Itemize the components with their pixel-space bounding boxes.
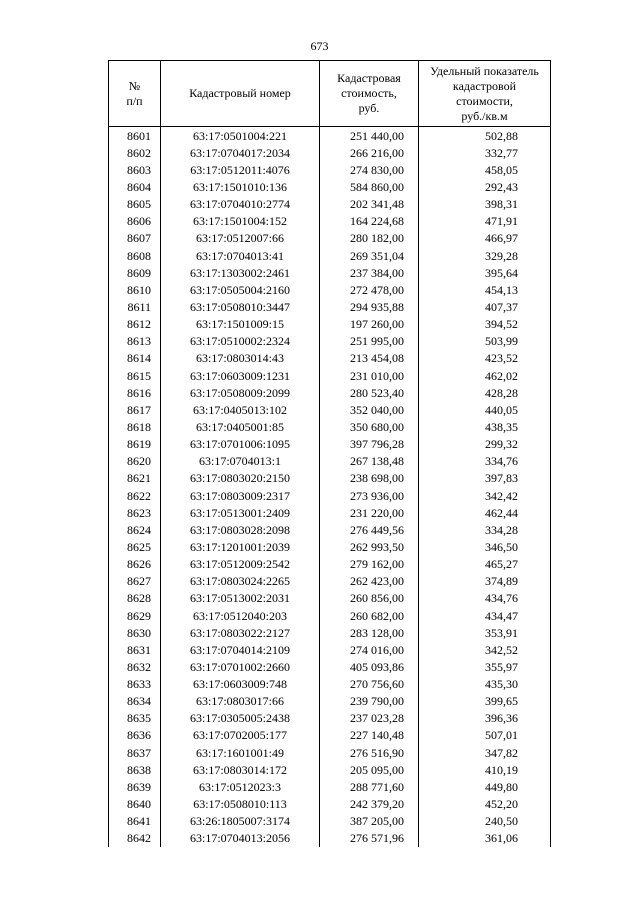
cadastral-cost-cell: 270 756,60 <box>320 676 419 693</box>
specific-index-cell: 452,20 <box>419 795 551 812</box>
cadastral-number-cell: 63:17:0704017:2034 <box>161 144 320 161</box>
row-number-cell: 8617 <box>109 401 161 418</box>
specific-index-cell: 346,50 <box>419 538 551 555</box>
cadastral-number-cell: 63:17:0702005:177 <box>161 727 320 744</box>
cadastral-cost-cell: 280 523,40 <box>320 384 419 401</box>
row-number-cell: 8606 <box>109 213 161 230</box>
page-number: 673 <box>310 39 329 53</box>
header-specific-index: Удельный показатель кадастровой стоимости, руб./кв.м <box>419 61 551 127</box>
cadastral-number-cell: 63:17:0803014:172 <box>161 761 320 778</box>
table-row <box>109 693 551 710</box>
cadastral-cost-cell: 262 993,50 <box>320 538 419 555</box>
cadastral-cost-cell: 350 680,00 <box>320 418 419 435</box>
table-row <box>109 556 551 573</box>
specific-index-cell: 398,31 <box>419 196 551 213</box>
row-number-cell: 8615 <box>109 367 161 384</box>
table-row <box>109 830 551 847</box>
cadastral-cost-cell: 280 182,00 <box>320 230 419 247</box>
table-row <box>109 487 551 504</box>
table-row <box>109 504 551 521</box>
table-row <box>109 676 551 693</box>
cadastral-number-cell: 63:17:0512007:66 <box>161 230 320 247</box>
specific-index-cell: 334,76 <box>419 453 551 470</box>
table-row <box>109 744 551 761</box>
row-number-cell: 8620 <box>109 453 161 470</box>
row-number-cell: 8602 <box>109 144 161 161</box>
specific-index-cell: 329,28 <box>419 247 551 264</box>
table-row <box>109 264 551 281</box>
table-row <box>109 213 551 230</box>
table-row <box>109 538 551 555</box>
cadastral-number-cell: 63:17:0513001:2409 <box>161 504 320 521</box>
cadastral-number-cell: 63:17:0603009:1231 <box>161 367 320 384</box>
table-row <box>109 727 551 744</box>
specific-index-cell: 292,43 <box>419 178 551 195</box>
cadastral-table <box>108 60 551 847</box>
cadastral-number-cell: 63:17:0803022:2127 <box>161 624 320 641</box>
cadastral-number-cell: 63:17:0701006:1095 <box>161 436 320 453</box>
cadastral-cost-cell: 213 454,08 <box>320 350 419 367</box>
table-row <box>109 350 551 367</box>
specific-index-cell: 299,32 <box>419 436 551 453</box>
cadastral-number-cell: 63:17:0803028:2098 <box>161 521 320 538</box>
specific-index-cell: 449,80 <box>419 778 551 795</box>
cadastral-cost-cell: 276 516,90 <box>320 744 419 761</box>
specific-index-cell: 353,91 <box>419 624 551 641</box>
table-row <box>109 161 551 178</box>
cadastral-cost-cell: 273 936,00 <box>320 487 419 504</box>
cadastral-cost-cell: 279 162,00 <box>320 556 419 573</box>
specific-index-cell: 440,05 <box>419 401 551 418</box>
row-number-cell: 8610 <box>109 281 161 298</box>
cadastral-cost-cell: 272 478,00 <box>320 281 419 298</box>
row-number-cell: 8623 <box>109 504 161 521</box>
row-number-cell: 8629 <box>109 607 161 624</box>
specific-index-cell: 240,50 <box>419 813 551 830</box>
table-row <box>109 710 551 727</box>
specific-index-cell: 394,52 <box>419 316 551 333</box>
cadastral-cost-cell: 238 698,00 <box>320 470 419 487</box>
row-number-cell: 8627 <box>109 573 161 590</box>
cadastral-cost-cell: 205 095,00 <box>320 761 419 778</box>
row-number-cell: 8624 <box>109 521 161 538</box>
table-row <box>109 761 551 778</box>
cadastral-cost-cell: 260 856,00 <box>320 590 419 607</box>
cadastral-number-cell: 63:17:0501004:221 <box>161 127 320 145</box>
specific-index-cell: 410,19 <box>419 761 551 778</box>
row-number-cell: 8639 <box>109 778 161 795</box>
cadastral-number-cell: 63:17:0803020:2150 <box>161 470 320 487</box>
cadastral-number-cell: 63:17:1501010:136 <box>161 178 320 195</box>
row-number-cell: 8621 <box>109 470 161 487</box>
row-number-cell: 8630 <box>109 624 161 641</box>
table-row <box>109 658 551 675</box>
row-number-cell: 8609 <box>109 264 161 281</box>
header-cadastral-number: Кадастровый номер <box>161 61 320 127</box>
cadastral-number-cell: 63:17:0803017:66 <box>161 693 320 710</box>
specific-index-cell: 438,35 <box>419 418 551 435</box>
table-row <box>109 384 551 401</box>
header-no: № п/п <box>109 61 161 127</box>
cadastral-cost-cell: 231 010,00 <box>320 367 419 384</box>
table-row <box>109 521 551 538</box>
cadastral-cost-cell: 584 860,00 <box>320 178 419 195</box>
cadastral-number-cell: 63:17:0512011:4076 <box>161 161 320 178</box>
row-number-cell: 8638 <box>109 761 161 778</box>
cadastral-cost-cell: 288 771,60 <box>320 778 419 795</box>
cadastral-cost-cell: 262 423,00 <box>320 573 419 590</box>
specific-index-cell: 399,65 <box>419 693 551 710</box>
row-number-cell: 8640 <box>109 795 161 812</box>
cadastral-cost-cell: 237 384,00 <box>320 264 419 281</box>
specific-index-cell: 458,05 <box>419 161 551 178</box>
cadastral-number-cell: 63:17:0508009:2099 <box>161 384 320 401</box>
specific-index-cell: 423,52 <box>419 350 551 367</box>
cadastral-number-cell: 63:17:0803014:43 <box>161 350 320 367</box>
cadastral-number-cell: 63:17:0512040:203 <box>161 607 320 624</box>
row-number-cell: 8632 <box>109 658 161 675</box>
cadastral-cost-cell: 251 440,00 <box>320 127 419 145</box>
cadastral-cost-cell: 237 023,28 <box>320 710 419 727</box>
cadastral-cost-cell: 231 220,00 <box>320 504 419 521</box>
table-row <box>109 127 551 145</box>
table-row <box>109 607 551 624</box>
row-number-cell: 8633 <box>109 676 161 693</box>
cadastral-number-cell: 63:17:0305005:2438 <box>161 710 320 727</box>
table-row <box>109 813 551 830</box>
cadastral-cost-cell: 294 935,88 <box>320 298 419 315</box>
cadastral-number-cell: 63:17:0803009:2317 <box>161 487 320 504</box>
table-row <box>109 453 551 470</box>
specific-index-cell: 397,83 <box>419 470 551 487</box>
cadastral-number-cell: 63:17:0405001:85 <box>161 418 320 435</box>
table-row <box>109 470 551 487</box>
specific-index-cell: 454,13 <box>419 281 551 298</box>
specific-index-cell: 342,52 <box>419 641 551 658</box>
table-row <box>109 367 551 384</box>
specific-index-cell: 503,99 <box>419 333 551 350</box>
specific-index-cell: 502,88 <box>419 127 551 145</box>
table-row <box>109 401 551 418</box>
row-number-cell: 8603 <box>109 161 161 178</box>
row-number-cell: 8637 <box>109 744 161 761</box>
table-body <box>109 127 551 847</box>
cadastral-number-cell: 63:17:1303002:2461 <box>161 264 320 281</box>
cadastral-number-cell: 63:17:0603009:748 <box>161 676 320 693</box>
row-number-cell: 8611 <box>109 298 161 315</box>
row-number-cell: 8635 <box>109 710 161 727</box>
cadastral-cost-cell: 202 341,48 <box>320 196 419 213</box>
cadastral-number-cell: 63:17:0803024:2265 <box>161 573 320 590</box>
specific-index-cell: 396,36 <box>419 710 551 727</box>
table-row <box>109 573 551 590</box>
header-cadastral-cost: Кадастровая стоимость, руб. <box>320 61 419 127</box>
row-number-cell: 8605 <box>109 196 161 213</box>
row-number-cell: 8607 <box>109 230 161 247</box>
cadastral-number-cell: 63:17:1601001:49 <box>161 744 320 761</box>
specific-index-cell: 342,42 <box>419 487 551 504</box>
specific-index-cell: 355,97 <box>419 658 551 675</box>
row-number-cell: 8634 <box>109 693 161 710</box>
cadastral-number-cell: 63:17:0513002:2031 <box>161 590 320 607</box>
cadastral-number-cell: 63:17:0704010:2774 <box>161 196 320 213</box>
specific-index-cell: 361,06 <box>419 830 551 847</box>
cadastral-cost-cell: 267 138,48 <box>320 453 419 470</box>
table-row <box>109 333 551 350</box>
row-number-cell: 8641 <box>109 813 161 830</box>
row-number-cell: 8616 <box>109 384 161 401</box>
table-row <box>109 178 551 195</box>
row-number-cell: 8601 <box>109 127 161 145</box>
specific-index-cell: 428,28 <box>419 384 551 401</box>
cadastral-number-cell: 63:17:0704014:2109 <box>161 641 320 658</box>
row-number-cell: 8628 <box>109 590 161 607</box>
table-row <box>109 230 551 247</box>
table-row <box>109 624 551 641</box>
cadastral-cost-cell: 251 995,00 <box>320 333 419 350</box>
specific-index-cell: 395,64 <box>419 264 551 281</box>
cadastral-number-cell: 63:17:0508010:113 <box>161 795 320 812</box>
table-header-row <box>109 61 551 127</box>
cadastral-cost-cell: 242 379,20 <box>320 795 419 812</box>
row-number-cell: 8625 <box>109 538 161 555</box>
row-number-cell: 8626 <box>109 556 161 573</box>
cadastral-cost-cell: 274 016,00 <box>320 641 419 658</box>
cadastral-cost-cell: 352 040,00 <box>320 401 419 418</box>
table-row <box>109 436 551 453</box>
row-number-cell: 8612 <box>109 316 161 333</box>
specific-index-cell: 434,47 <box>419 607 551 624</box>
specific-index-cell: 507,01 <box>419 727 551 744</box>
table-row <box>109 247 551 264</box>
cadastral-number-cell: 63:17:0512009:2542 <box>161 556 320 573</box>
row-number-cell: 8631 <box>109 641 161 658</box>
specific-index-cell: 462,44 <box>419 504 551 521</box>
row-number-cell: 8618 <box>109 418 161 435</box>
specific-index-cell: 407,37 <box>419 298 551 315</box>
table-row <box>109 196 551 213</box>
table-row <box>109 298 551 315</box>
row-number-cell: 8622 <box>109 487 161 504</box>
cadastral-cost-cell: 397 796,28 <box>320 436 419 453</box>
table-row <box>109 641 551 658</box>
cadastral-cost-cell: 387 205,00 <box>320 813 419 830</box>
specific-index-cell: 334,28 <box>419 521 551 538</box>
row-number-cell: 8613 <box>109 333 161 350</box>
cadastral-number-cell: 63:17:1501009:15 <box>161 316 320 333</box>
cadastral-cost-cell: 164 224,68 <box>320 213 419 230</box>
cadastral-cost-cell: 266 216,00 <box>320 144 419 161</box>
table-row <box>109 778 551 795</box>
cadastral-number-cell: 63:17:1201001:2039 <box>161 538 320 555</box>
cadastral-cost-cell: 260 682,00 <box>320 607 419 624</box>
cadastral-number-cell: 63:17:0405013:102 <box>161 401 320 418</box>
cadastral-cost-cell: 405 093,86 <box>320 658 419 675</box>
cadastral-number-cell: 63:26:1805007:3174 <box>161 813 320 830</box>
cadastral-cost-cell: 239 790,00 <box>320 693 419 710</box>
cadastral-cost-cell: 283 128,00 <box>320 624 419 641</box>
cadastral-number-cell: 63:17:1501004:152 <box>161 213 320 230</box>
row-number-cell: 8642 <box>109 830 161 847</box>
cadastral-cost-cell: 274 830,00 <box>320 161 419 178</box>
cadastral-number-cell: 63:17:0505004:2160 <box>161 281 320 298</box>
row-number-cell: 8614 <box>109 350 161 367</box>
specific-index-cell: 434,76 <box>419 590 551 607</box>
cadastral-number-cell: 63:17:0704013:1 <box>161 453 320 470</box>
cadastral-cost-cell: 269 351,04 <box>320 247 419 264</box>
cadastral-cost-cell: 227 140,48 <box>320 727 419 744</box>
row-number-cell: 8608 <box>109 247 161 264</box>
cadastral-number-cell: 63:17:0704013:41 <box>161 247 320 264</box>
row-number-cell: 8636 <box>109 727 161 744</box>
cadastral-cost-cell: 276 449,56 <box>320 521 419 538</box>
specific-index-cell: 347,82 <box>419 744 551 761</box>
specific-index-cell: 374,89 <box>419 573 551 590</box>
specific-index-cell: 471,91 <box>419 213 551 230</box>
cadastral-number-cell: 63:17:0704013:2056 <box>161 830 320 847</box>
table-row <box>109 144 551 161</box>
specific-index-cell: 465,27 <box>419 556 551 573</box>
cadastral-number-cell: 63:17:0508010:3447 <box>161 298 320 315</box>
table-row <box>109 316 551 333</box>
table-row <box>109 281 551 298</box>
cadastral-number-cell: 63:17:0701002:2660 <box>161 658 320 675</box>
cadastral-cost-cell: 197 260,00 <box>320 316 419 333</box>
table-row <box>109 590 551 607</box>
specific-index-cell: 462,02 <box>419 367 551 384</box>
cadastral-number-cell: 63:17:0510002:2324 <box>161 333 320 350</box>
specific-index-cell: 332,77 <box>419 144 551 161</box>
table-row <box>109 418 551 435</box>
row-number-cell: 8619 <box>109 436 161 453</box>
cadastral-number-cell: 63:17:0512023:3 <box>161 778 320 795</box>
table-row <box>109 795 551 812</box>
cadastral-cost-cell: 276 571,96 <box>320 830 419 847</box>
specific-index-cell: 435,30 <box>419 676 551 693</box>
specific-index-cell: 466,97 <box>419 230 551 247</box>
row-number-cell: 8604 <box>109 178 161 195</box>
